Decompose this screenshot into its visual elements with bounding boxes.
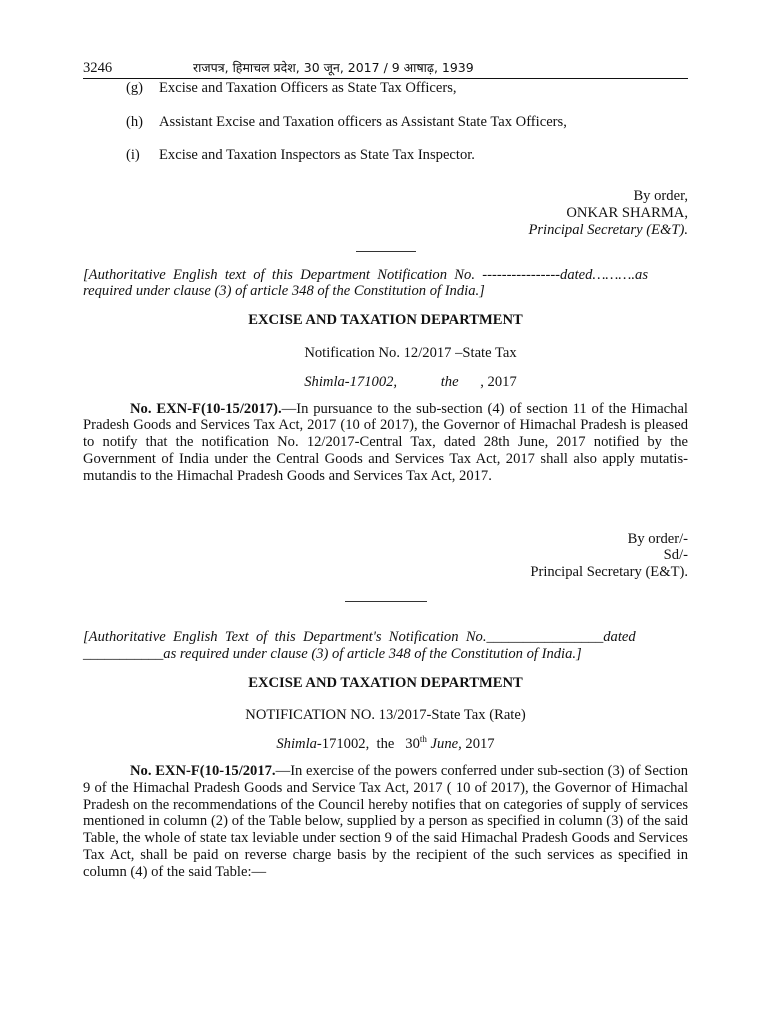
list-item-label: (i)	[126, 147, 140, 164]
note-line: ___________as required under clause (3) of article 348 of the Constitution of India.]	[83, 645, 582, 662]
body-text: —In pursuance to the sub-section (4) of section 11 of the Himachal Pradesh Goods and Services Tax Act, 2017 (10 of 2017), the Governor of Himachal Pradesh is pleased to notify that the notification No. 12/2017-Central Tax, dated 28th June, 2017 notified by the Government of India under the Central Goods and Services Tax Act, 2017 shall also apply mutatis-mutandis to the Himachal Pradesh Goods and Services Tax Act, 2017.	[83, 400, 688, 484]
page-header	[83, 60, 688, 79]
body-text: —In exercise of the powers conferred under sub-section (3) of Section 9 of the Himachal Pradesh Goods and Service Tax Act, 2017 ( 10 of 2017), the Governor of Himachal Pradesh on the recommendations of the Council hereby notifies that on categories of supply of services mentioned in column (2) of the Table below, supplied by a person as specified in column (3) of the said Table, the whole of state tax leviable under section 9 of the said Himachal Pradesh Goods and Services Tax Act, shall be paid on reverse charge basis by the recipient of the such services as specified in column (4) of the said Table:—	[83, 762, 688, 880]
date-year: , 2017	[480, 373, 517, 390]
by-order: By order/-	[627, 530, 688, 547]
list-item-label: (g)	[126, 79, 144, 96]
department-heading: EXCISE AND TAXATION DEPARTMENT	[248, 312, 523, 329]
note-line: [Authoritative English Text of this Department's Notification No.________________dated	[83, 628, 636, 645]
place: Shimla-171002,	[304, 373, 398, 390]
by-order: By order,	[633, 188, 688, 205]
department-heading: EXCISE AND TAXATION DEPARTMENT	[248, 674, 523, 691]
file-reference: No. EXN-F(10-15/2017).	[130, 400, 282, 417]
notification-number: Notification No. 12/2017 –State Tax	[304, 344, 517, 361]
list-item	[126, 114, 688, 131]
note-line: required under clause (3) of article 348 of the Constitution of India.]	[83, 283, 485, 300]
list-item-text: Excise and Taxation Officers as State Tax Officers,	[159, 79, 457, 96]
date-year: 2017	[461, 736, 495, 753]
file-reference: No. EXN-F(10-15/2017.	[130, 762, 276, 779]
list-item	[126, 80, 688, 97]
notification-body	[83, 763, 688, 881]
signature-block-2	[83, 531, 688, 581]
gazette-page	[83, 60, 688, 881]
signatory-designation: Principal Secretary (E&T).	[528, 221, 688, 238]
notification-number: NOTIFICATION NO. 13/2017-State Tax (Rate)	[245, 707, 526, 724]
place-date-line	[83, 736, 688, 753]
date-the: the	[440, 373, 459, 390]
authoritative-text-note	[83, 267, 688, 301]
list-item-text: Excise and Taxation Inspectors as State Tax Inspector.	[159, 147, 475, 164]
sd: Sd/-	[663, 547, 688, 564]
date-month: June,	[426, 736, 462, 753]
pin-date: -171002, the 30	[316, 736, 420, 753]
list-item-label: (h)	[126, 113, 144, 130]
signatory-designation: Principal Secretary (E&T).	[530, 564, 688, 581]
place-date-line	[83, 374, 688, 391]
date-suffix: th	[419, 734, 427, 745]
notification-body	[83, 401, 688, 485]
list-item	[126, 147, 688, 164]
signature-block-1	[83, 188, 688, 238]
page-number: 3246	[83, 60, 113, 76]
signatory-name: ONKAR SHARMA,	[566, 204, 688, 221]
list-item-text: Assistant Excise and Taxation officers as Assistant State Tax Officers,	[159, 113, 567, 130]
place: Shimla	[276, 736, 317, 753]
gazette-header-line: राजपत्र, हिमाचल प्रदेश, 30 जून, 2017 / 9 आषाढ़, 1939	[193, 60, 474, 75]
authoritative-text-note	[83, 629, 688, 663]
note-line: [Authoritative English text of this Department Notification No. ----------------dated……….as	[83, 266, 649, 283]
